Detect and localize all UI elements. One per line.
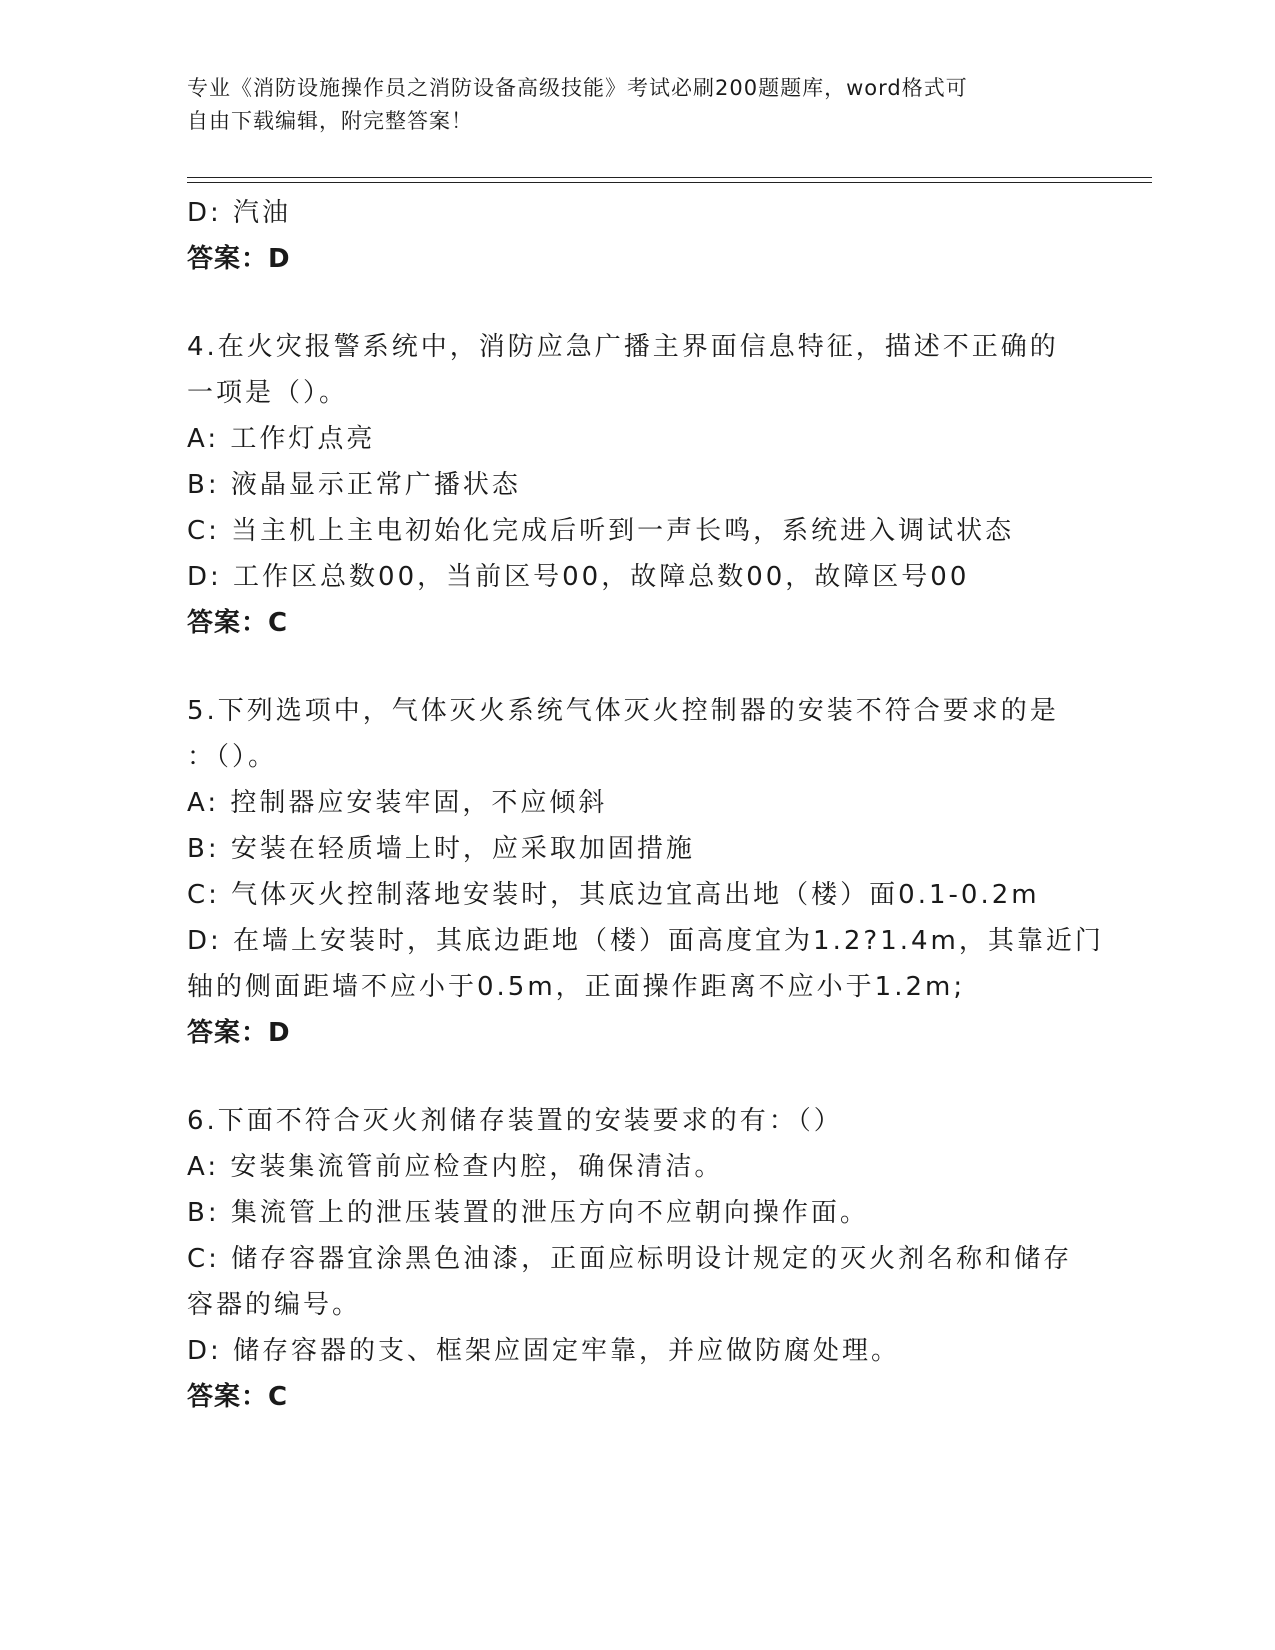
option-d-line2: 轴的侧面距墙不应小于0.5m，正面操作距离不应小于1.2m; <box>187 972 966 1002</box>
question-block-3-tail <box>187 190 1087 282</box>
option-c-line1: C: 储存容器宜涂黑色油漆，正面应标明设计规定的灭火剂名称和储存 <box>187 1244 1073 1274</box>
option-c-line2: 容器的编号。 <box>187 1290 362 1320</box>
question-stem-line1: 6.下面不符合灭火剂储存装置的安装要求的有：（） <box>187 1106 843 1136</box>
option-d: D: 工作区总数00，当前区号00，故障总数00，故障区号00 <box>187 562 970 592</box>
header-divider-bottom <box>187 182 1152 183</box>
question-stem-line2: 一项是（）。 <box>187 378 349 408</box>
answer-label: 答案：C <box>187 608 289 638</box>
header-divider-top <box>187 177 1152 178</box>
option-c: C: 当主机上主电初始化完成后听到一声长鸣，系统进入调试状态 <box>187 516 1015 546</box>
option-a: A: 安装集流管前应检查内腔，确保清洁。 <box>187 1152 724 1182</box>
answer-label: 答案：D <box>187 1018 291 1048</box>
option-a: A: 控制器应安装牢固，不应倾斜 <box>187 788 608 818</box>
answer-label: 答案：D <box>187 244 291 274</box>
document-title-line1: 专业《消防设施操作员之消防设备高级技能》考试必刷200题题库，word格式可 <box>187 76 968 100</box>
option-d-line1: D: 在墙上安装时，其底边距地（楼）面高度宜为1.2?1.4m，其靠近门 <box>187 926 1104 956</box>
page-header <box>187 72 1067 138</box>
question-block-5 <box>187 688 1104 1056</box>
question-stem-line1: 4.在火灾报警系统中，消防应急广播主界面信息特征，描述不正确的 <box>187 332 1059 362</box>
option-d: D: 汽油 <box>187 198 292 228</box>
option-b: B: 液晶显示正常广播状态 <box>187 470 521 500</box>
option-d: D: 储存容器的支、框架应固定牢靠，并应做防腐处理。 <box>187 1336 901 1366</box>
option-a: A: 工作灯点亮 <box>187 424 376 454</box>
option-c: C: 气体灭火控制落地安装时，其底边宜高出地（楼）面0.1-0.2m <box>187 880 1040 910</box>
question-stem-line1: 5.下列选项中，气体灭火系统气体灭火控制器的安装不符合要求的是 <box>187 696 1059 726</box>
option-b: B: 安装在轻质墙上时，应采取加固措施 <box>187 834 695 864</box>
question-block-4 <box>187 324 1087 646</box>
document-title-line2: 自由下载编辑，附完整答案！ <box>187 109 473 133</box>
option-b: B: 集流管上的泄压装置的泄压方向不应朝向操作面。 <box>187 1198 869 1228</box>
question-stem-line2: ：（）。 <box>187 742 278 772</box>
question-list <box>187 190 1104 1462</box>
answer-label: 答案：C <box>187 1382 289 1412</box>
question-block-6 <box>187 1098 1087 1420</box>
